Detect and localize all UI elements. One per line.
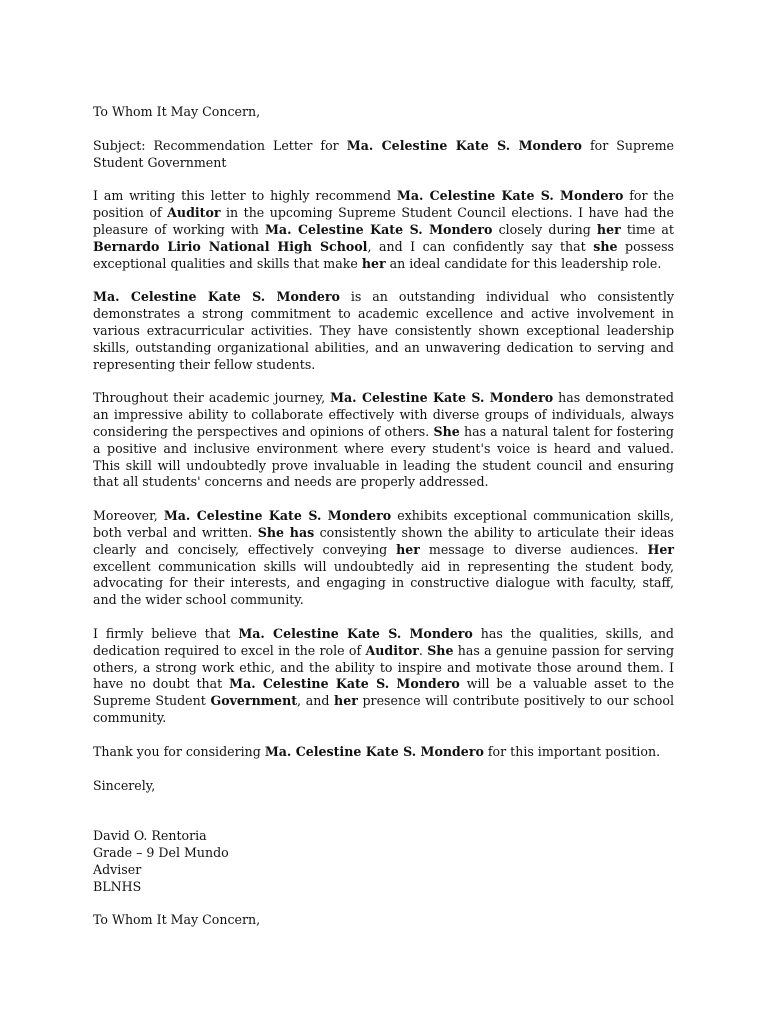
pronoun: her xyxy=(361,255,386,271)
greeting-repeat: To Whom It May Concern, xyxy=(93,912,261,928)
position-name: Auditor xyxy=(365,642,419,658)
text-run: I firmly believe that xyxy=(93,625,239,641)
text-run: has the qualities, skills, and dedication required to excel in the role of xyxy=(93,625,674,658)
pronoun: her xyxy=(396,541,420,557)
text-run: an ideal candidate for this leadership role. xyxy=(385,255,662,271)
paragraph-collaboration xyxy=(93,390,674,491)
candidate-name: Ma. Celestine Kate S. Mondero xyxy=(238,625,473,641)
text-run: , and I can confidently say that xyxy=(367,238,594,254)
paragraph-intro xyxy=(93,188,674,272)
school-name: Bernardo Lirio National High School xyxy=(93,238,368,254)
text-run: . xyxy=(418,642,428,658)
pronoun: her xyxy=(596,221,621,237)
subject-suffix: for Supreme Student Government xyxy=(93,137,674,170)
text-run: excellent communication skills will undoubtedly aid in representing the student body, advocating for their interests, and engaging in constructive dialogue with faculty, staff, and the wider school community. xyxy=(93,558,674,608)
pronoun: She xyxy=(427,642,454,658)
pronoun: She has xyxy=(257,524,315,540)
signatory-name: David O. Rentoria xyxy=(93,828,207,844)
text-run: has a genuine passion for serving others, a strong work ethic, and the ability to inspire and motivate those around them. I have no doubt that xyxy=(93,642,675,692)
candidate-name: Ma. Celestine Kate S. Mondero xyxy=(396,188,624,204)
text-run: closely during xyxy=(492,221,597,237)
candidate-name: Ma. Celestine Kate S. Mondero xyxy=(93,289,340,305)
text-run: possess exceptional qualities and skills that make xyxy=(93,238,675,271)
text-run: for this important position. xyxy=(483,743,661,759)
text-run: consistently shown the ability to articulate their ideas clearly and concisely, effectively conveying xyxy=(93,524,674,557)
text-run: has a natural talent for fostering a positive and inclusive environment where every student's voice is heard and valued. This skill will undoubtedly prove invaluable in leading the student council and ensuring that all students' concerns and needs are properly addressed. xyxy=(93,423,674,490)
text-run: is an outstanding individual who consistently demonstrates a strong commitment to academic excellence and active involvement in various extracurricular activities. They have consistently shown exceptional leadership skills, outstanding organizational abilities, and an unwavering dedication to serving and representing their fellow students. xyxy=(93,289,674,372)
text-run: has demonstrated an impressive ability to collaborate effectively with diverse groups of individuals, always considering the perspectives and opinions of others. xyxy=(93,390,674,439)
letter-page xyxy=(93,104,674,946)
text-run: will be a valuable asset to the Supreme Student xyxy=(93,676,675,709)
text-run: time at xyxy=(620,221,674,237)
text-run: message to diverse audiences. xyxy=(419,541,648,557)
subject-line xyxy=(93,138,674,172)
candidate-name: Ma. Celestine Kate S. Mondero xyxy=(163,508,392,524)
pronoun: She xyxy=(433,423,460,439)
text-run: Throughout their academic journey, xyxy=(93,390,331,406)
signature-block xyxy=(93,828,674,895)
text-run: for the position of xyxy=(93,188,674,221)
candidate-name: Ma. Celestine Kate S. Mondero xyxy=(330,390,554,406)
signatory-role: Adviser xyxy=(93,861,142,877)
text-run: , and xyxy=(297,693,335,709)
paragraph-communication xyxy=(93,508,674,609)
pronoun: Her xyxy=(647,541,674,557)
text-run: in the upcoming Supreme Student Council elections. I have had the pleasure of working with xyxy=(93,205,674,237)
text-run: Moreover, xyxy=(93,508,164,524)
pronoun: her xyxy=(334,693,358,709)
signatory-school: BLNHS xyxy=(93,878,142,894)
greeting: To Whom It May Concern, xyxy=(93,104,261,119)
text-run: exhibits exceptional communication skills, both verbal and written. xyxy=(93,508,674,540)
organization-name: Government xyxy=(210,693,298,709)
paragraph-character xyxy=(93,289,674,373)
candidate-name: Ma. Celestine Kate S. Mondero xyxy=(229,676,460,692)
candidate-name: Ma. Celestine Kate S. Mondero xyxy=(264,221,493,237)
text-run: presence will contribute positively to our school community. xyxy=(93,693,674,725)
pronoun: she xyxy=(593,238,618,254)
signature-space xyxy=(93,811,674,828)
text-run: Thank you for considering xyxy=(93,743,265,759)
paragraph-thanks xyxy=(93,744,674,761)
paragraph-belief xyxy=(93,626,674,727)
closing: Sincerely, xyxy=(93,777,156,793)
subject-prefix: Subject: Recommendation Letter for xyxy=(93,137,347,153)
text-run: I am writing this letter to highly recommend xyxy=(93,188,397,204)
signatory-grade: Grade – 9 Del Mundo xyxy=(93,845,229,861)
candidate-name: Ma. Celestine Kate S. Mondero xyxy=(264,743,484,759)
position-name: Auditor xyxy=(167,205,221,221)
candidate-name: Ma. Celestine Kate S. Mondero xyxy=(346,137,582,153)
